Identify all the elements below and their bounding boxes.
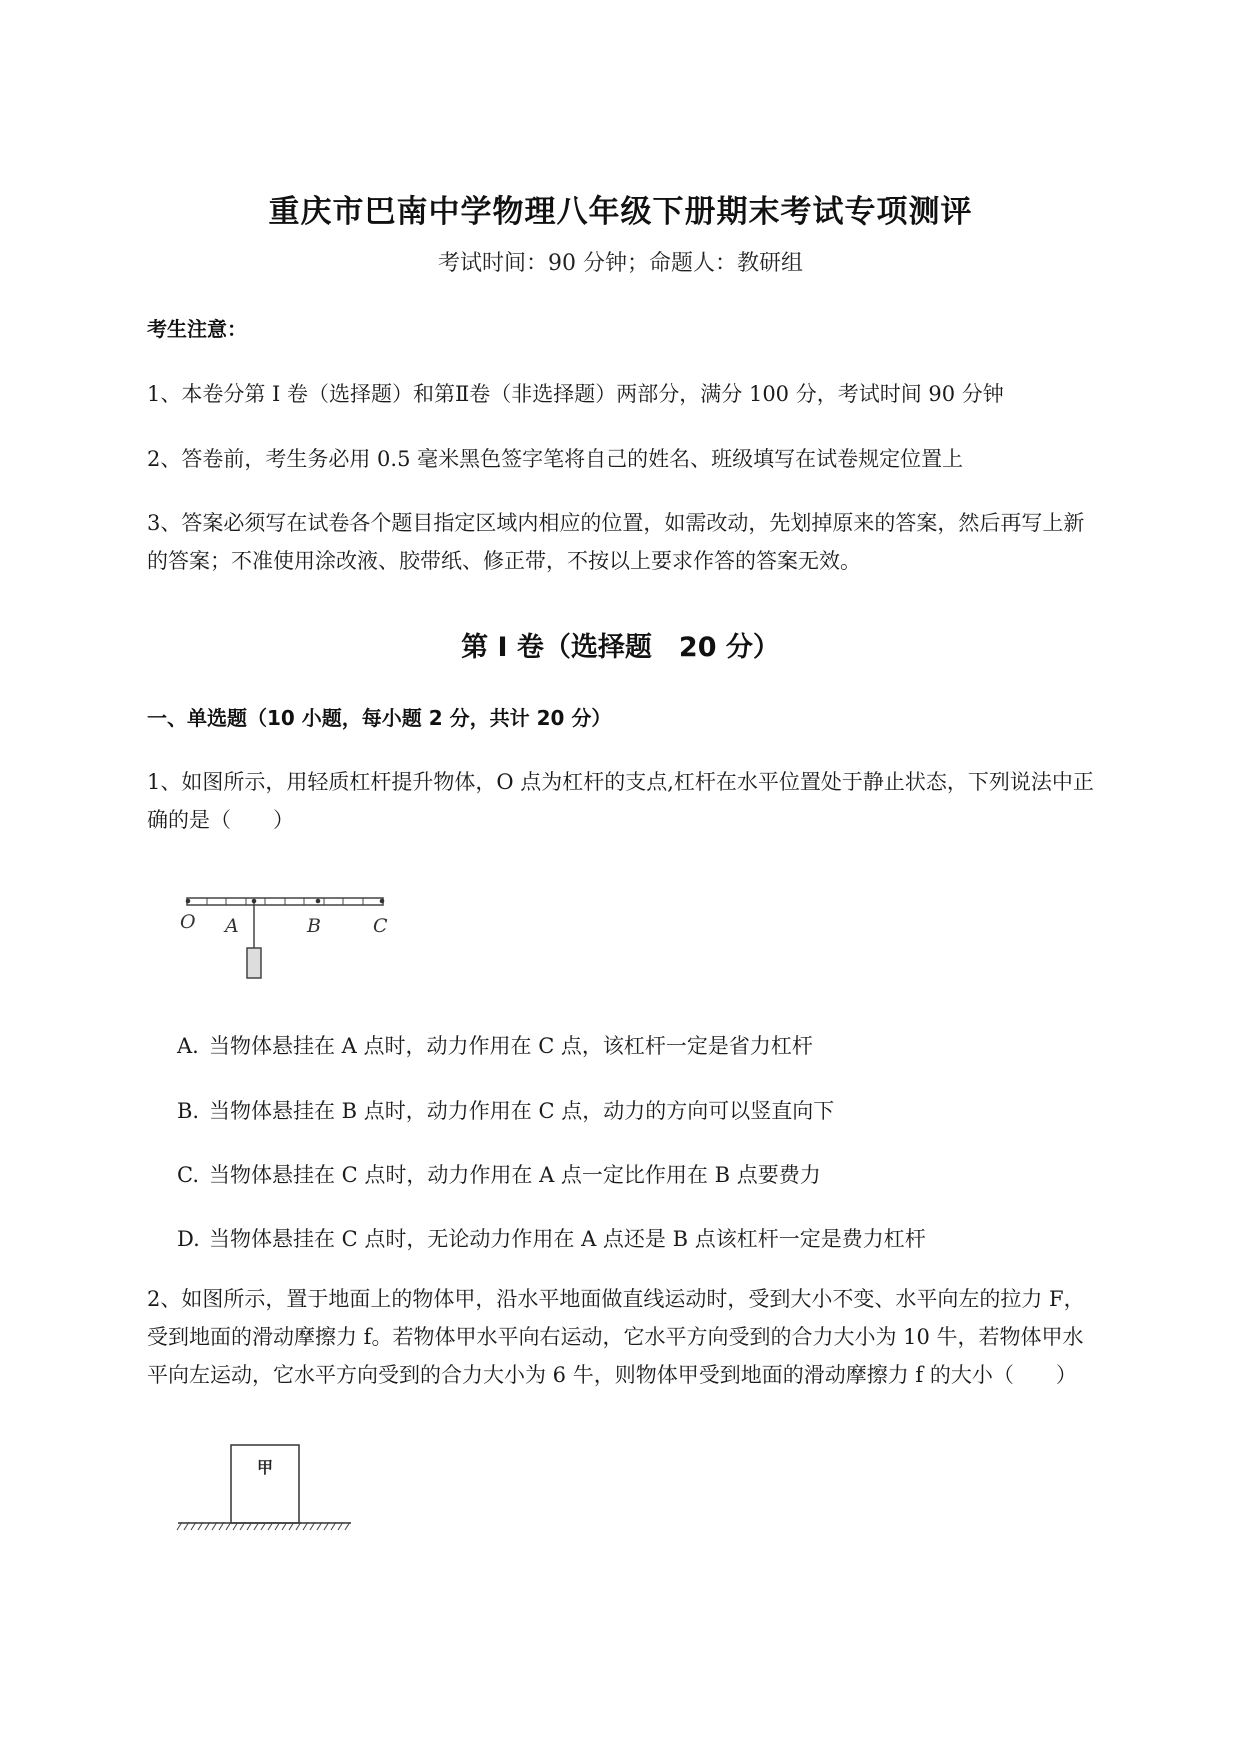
block-label: 甲 [256, 1458, 274, 1477]
note-item-2: 2、答卷前，考生务必用 0.5 毫米黑色签字笔将自己的姓名、班级填写在试卷规定位置上 [147, 447, 964, 471]
hanging-weight [247, 948, 261, 978]
section-title: 第 I 卷（选择题 20 分） [461, 632, 780, 663]
point-c-label: C [373, 915, 388, 937]
option-text: 当物体悬挂在 A 点时，动力作用在 C 点，该杠杆一定是省力杠杆 [209, 1034, 813, 1058]
notes-heading: 考生注意： [147, 317, 247, 341]
option-text: 当物体悬挂在 C 点时，无论动力作用在 A 点还是 B 点该杠杆一定是费力杠杆 [209, 1227, 926, 1251]
note-item-1: 1、本卷分第 I 卷（选择题）和第Ⅱ卷（非选择题）两部分，满分 100 分，考试时间 90 分钟 [147, 382, 1004, 406]
page-title: 重庆市巴南中学物理八年级下册期末考试专项测评 [268, 194, 973, 230]
ground-hatching [176, 1522, 356, 1532]
option-letter: D. [177, 1227, 200, 1251]
option-text: 当物体悬挂在 C 点时，动力作用在 A 点一定比作用在 B 点要费力 [209, 1163, 821, 1187]
question-2-stem: 2、如图所示，置于地面上的物体甲，沿水平地面做直线运动时，受到大小不变、水平向左的拉力 F，受到地面的滑动摩擦力 f。若物体甲水平向右运动，它水平方向受到的合力大小为 10 牛，若物体甲水平向左运动，它水平方向受到的合力大小为 6 牛，则物体甲受到地面的滑动摩擦力 f 的大小（ ） [147, 1287, 1085, 1387]
lever-bar [186, 898, 385, 905]
option-text: 当物体悬挂在 B 点时，动力作用在 C 点，动力的方向可以竖直向下 [209, 1099, 835, 1123]
option-a [177, 1030, 813, 1060]
option-letter: B. [177, 1099, 200, 1123]
part-title: 一、单选题（10 小题，每小题 2 分，共计 20 分） [147, 706, 612, 730]
note-item-3: 3、答案必须写在试卷各个题目指定区域内相应的位置，如需改动，先划掉原来的答案，然后再写上新的答案；不准使用涂改液、胶带纸、修正带，不按以上要求作答的答案无效。 [147, 511, 1085, 573]
point-a-label: A [225, 915, 239, 937]
option-c [177, 1159, 821, 1189]
block-jia [231, 1445, 299, 1523]
lever-diagram [178, 888, 398, 990]
option-b [177, 1095, 834, 1125]
point-o-label: O [180, 911, 196, 933]
option-d [177, 1223, 926, 1253]
option-letter: A. [177, 1034, 199, 1058]
option-letter: C. [177, 1163, 199, 1187]
point-b-label: B [307, 915, 321, 937]
exam-info: 考试时间：90 分钟；命题人：教研组 [438, 251, 803, 276]
question-1-stem: 1、如图所示，用轻质杠杆提升物体，O 点为杠杆的支点,杠杆在水平位置处于静止状态，下列说法中正确的是（ ） [147, 770, 1094, 832]
block-on-ground-diagram [176, 1442, 356, 1524]
